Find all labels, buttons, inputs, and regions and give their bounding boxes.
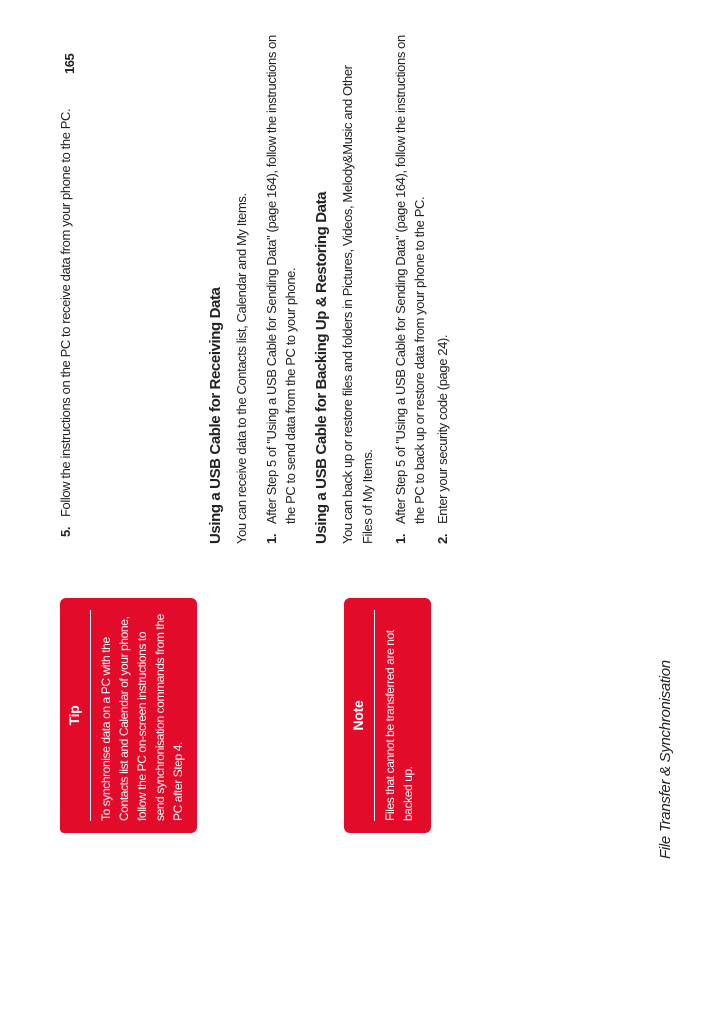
- section-intro-backup: You can back up or restore files and folders in Pictures, Videos, Melody&Music and Other Files of My Items.: [340, 65, 375, 544]
- step-item: [433, 34, 452, 544]
- step-text: After Step 5 of "Using a USB Cable for Sending Data" (page 164), follow the instructions on the PC to back up or restore data from your phone to the PC.: [393, 35, 427, 524]
- note-text: Files that cannot be transferred are not backed up.: [383, 630, 415, 821]
- step-number: 5.: [58, 526, 73, 537]
- section-intro-receiving: You can receive data to the Contacts list, Calendar and My Items.: [234, 193, 249, 544]
- section-heading-backup: Using a USB Cable for Backing Up & Restoring Data: [313, 191, 330, 544]
- section-heading-receiving: Using a USB Cable for Receiving Data: [207, 287, 224, 544]
- page-number: 165: [62, 53, 77, 74]
- step-text: After Step 5 of "Using a USB Cable for Sending Data" (page 164), follow the instructions on the PC to send data from the PC to your phone.: [264, 35, 298, 524]
- tip-divider: [90, 610, 91, 821]
- steps-receiving: [262, 34, 304, 544]
- step-number: 1.: [264, 533, 279, 544]
- tip-text: To synchronise data on a PC with the Contacts list and Calendar of your phone, follow the PC on-screen instructions to send synchronisation commands from the PC after Step 4.: [99, 614, 185, 821]
- page-footer: File Transfer & Synchronisation: [657, 660, 674, 859]
- step-number: 2.: [435, 533, 450, 544]
- tip-title: Tip: [66, 705, 82, 726]
- step-5: [56, 32, 75, 537]
- step-text: Follow the instructions on the PC to receive data from your phone to the PC.: [58, 108, 73, 517]
- step-item: [262, 34, 300, 544]
- step-text: Enter your security code (page 24).: [435, 334, 450, 524]
- steps-backup: [391, 34, 456, 544]
- step-number: 1.: [393, 533, 408, 544]
- note-divider: [374, 610, 375, 821]
- note-title: Note: [350, 700, 366, 731]
- tip-callout: [60, 598, 197, 833]
- note-callout: [344, 598, 431, 833]
- step-item: [391, 34, 429, 544]
